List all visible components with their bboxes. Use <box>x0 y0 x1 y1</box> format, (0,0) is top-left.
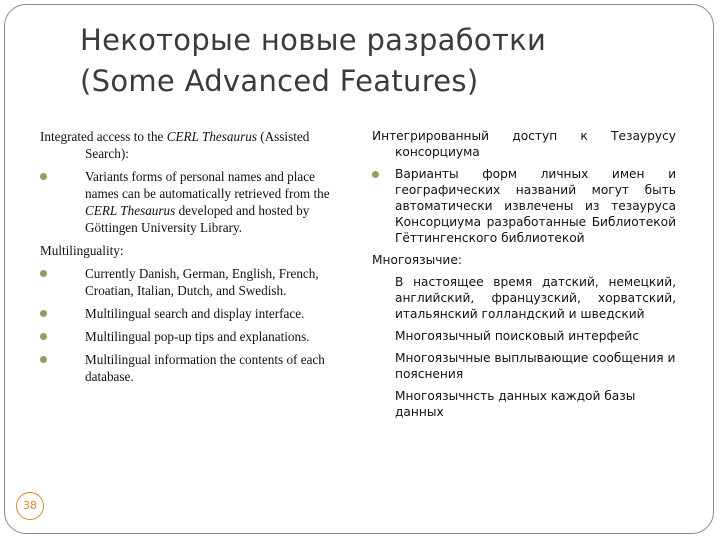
item-text: Multilingual information the contents of each database. <box>85 352 325 384</box>
bullet-icon <box>40 173 47 180</box>
title-line-russian: Некоторые новые разработки <box>80 23 547 57</box>
title-line-english: (Some Advanced Features) <box>80 64 479 98</box>
list-item <box>372 388 676 420</box>
item-text: Варианты форм личных имен и географических названий могут быть автоматически извлечены из тезауруса Консорциума разработанные Библиотекой Гёттингенского библиотекой <box>395 167 676 245</box>
list-item <box>40 351 350 385</box>
item-text: Multilingual search and display interface. <box>85 306 305 321</box>
item-text: Variants forms of personal names and place names can be automatically retrieved from the <box>85 169 330 201</box>
list-item <box>40 168 350 236</box>
list-item <box>40 328 350 345</box>
list-item <box>372 328 676 344</box>
list-item <box>372 166 676 246</box>
page-number-badge: 38 <box>16 492 44 520</box>
integrated-access-paragraph-ru: Интегрированный доступ к Тезаурусу консорциума <box>372 129 676 159</box>
intro-text: Integrated access to the <box>40 129 167 144</box>
intro-emphasis: CERL Thesaurus <box>166 129 257 144</box>
intro-text-end: (Assisted Search): <box>85 129 310 161</box>
list-item <box>372 274 676 322</box>
slide-title <box>80 20 680 102</box>
item-text: Многоязычнсть данных каждой базы данных <box>395 389 636 419</box>
bullet-icon <box>40 356 47 363</box>
list-item <box>372 350 676 382</box>
integrated-access-paragraph <box>40 128 350 162</box>
bullet-icon <box>40 333 47 340</box>
multilinguality-heading: Multilinguality: <box>40 243 124 258</box>
bullet-icon <box>372 171 379 178</box>
item-text: В настоящее время датский, немецкий, английский, французский, хорватский, итальянский голландский и шведский <box>395 275 676 321</box>
item-emphasis: CERL Thesaurus <box>85 203 176 218</box>
item-text: Currently Danish, German, English, French, Croatian, Italian, Dutch, and Swedish. <box>85 266 319 298</box>
item-text: Multilingual pop-up tips and explanations. <box>85 329 310 344</box>
bullet-icon <box>40 270 47 277</box>
russian-column <box>372 128 676 426</box>
item-text: Многоязычные выплывающие сообщения и пояснения <box>395 351 676 381</box>
english-column <box>40 128 350 391</box>
bullet-icon <box>40 310 47 317</box>
item-text-end: developed and hosted by Göttingen University Library. <box>85 203 310 235</box>
list-item <box>40 265 350 299</box>
multilinguality-heading-ru: Многоязычие: <box>372 253 462 267</box>
list-item <box>40 305 350 322</box>
item-text: Многоязычный поисковый интерфейс <box>395 329 640 343</box>
